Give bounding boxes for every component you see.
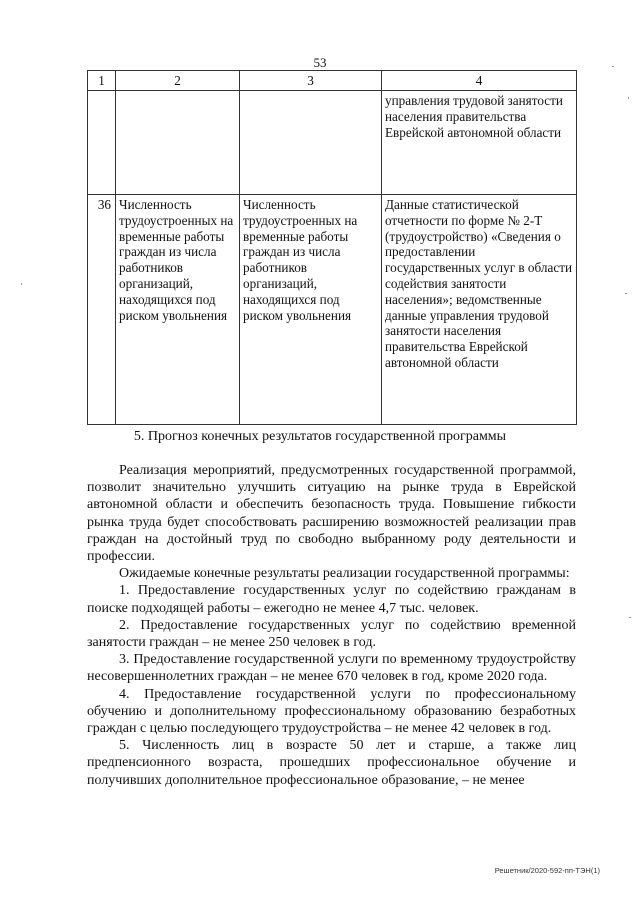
- document-code: Решетник/2020-592-пп-ТЭН(1): [494, 866, 600, 875]
- paragraph: 1. Предоставление государственных услуг по содействию гражданам в поиске подходящей работы – ежегодно не менее 4,7 тыс. человек.: [87, 583, 576, 616]
- paragraph: Реализация мероприятий, предусмотренных государственной программой, позволит значительно улучшить ситуацию на рынке труда в Еврейской автономной области и обеспечить безопасность труда. Повышение гибкости рынка труда будет способствовать расширению возможностей реализации прав граждан на достойный труд по свободно выбранному роду деятельности и профессии.: [87, 463, 576, 565]
- paragraph: 2. Предоставление государственных услуг по содействию временной занятости граждан – не менее 250 человек в год.: [87, 617, 576, 651]
- paragraph: 5. Численность лиц в возрасте 50 лет и старше, а также лиц предпенсионного возраста, прошедших профессиональное обучение и получивших дополнительное профессиональное образование, – не менее: [87, 738, 576, 788]
- table-cell-definition: [240, 91, 382, 195]
- table-cell-source: [382, 91, 577, 195]
- table-cell-definition: Численность трудоустроенных на временные работы граждан из числа работников организаций, находящихся под риском увольнения: [240, 195, 382, 425]
- table-row: [88, 91, 577, 195]
- table-header-cell: 1: [88, 71, 116, 91]
- table-header-cell: 4: [382, 71, 577, 91]
- table-cell-number: [88, 91, 116, 195]
- scan-speck: [629, 617, 631, 618]
- table-cell-indicator: Численность трудоустроенных на временные работы граждан из числа работников организаций, находящихся под риском увольнения: [116, 195, 240, 425]
- section-body: [87, 462, 576, 789]
- table-header-row: [88, 71, 577, 91]
- paragraph: Ожидаемые конечные результаты реализации государственной программы:: [119, 566, 570, 582]
- paragraph: 4. Предоставление государственной услуги по профессиональному обучению и дополнительному профессиональному образованию безработных граждан с целью последующего трудоустройства – не менее 42 человек в год.: [87, 686, 576, 737]
- page-number: 53: [313, 55, 327, 70]
- table-header-cell: 2: [116, 71, 240, 91]
- scan-speck: [628, 97, 629, 99]
- scan-speck: [21, 283, 22, 285]
- table-row: [88, 195, 577, 425]
- scan-speck: [612, 66, 614, 67]
- table-cell-indicator: [116, 91, 240, 195]
- scan-speck: [625, 293, 627, 294]
- table-cell-source: Данные статистической отчетности по форме № 2-Т (трудоустройство) «Сведения о предоставлении государственных услуг в области содействия занятости населения»; ведомственные данные управления трудовой занятости населения правительства Еврейской автономной области: [382, 195, 577, 425]
- table-cell-source-text: управления трудовой занятости населения правительства Еврейской автономной области: [385, 93, 563, 140]
- paragraph: 3. Предоставление государственной услуги по временному трудоустройству несовершеннолетних граждан – не менее 670 человек в год, кроме 2020 года.: [87, 652, 576, 685]
- table-header-cell: 3: [240, 71, 382, 91]
- section-heading: 5. Прогноз конечных результатов государственной программы: [133, 429, 507, 444]
- table-cell-number: 36: [88, 195, 116, 425]
- indicators-table: [87, 70, 577, 425]
